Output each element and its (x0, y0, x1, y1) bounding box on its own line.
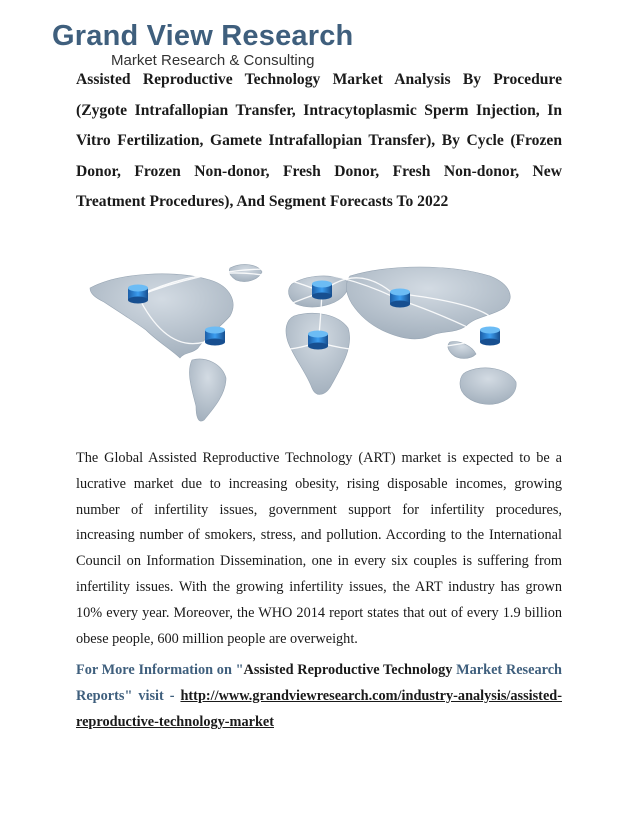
node-north-america-west (128, 285, 148, 304)
report-summary: The Global Assisted Reproductive Technology (ART) market is expected to be a lucrative market due to increasing obesity, rising disposable incomes, growing number of infertility issues, government support for infertility procedures, increasing number of smokers, stress, and pollution. According to the International Council on Information Dissemination, one in every six couples is suffering from infertility issues. With the growing infertility issues, the ART industry has grown 10% every year. Moreover, the WHO 2014 report states that out of every 1.9 billion obese people, 600 million people are overweight. (76, 450, 562, 647)
world-map-network-icon (80, 250, 570, 428)
brand-logo (52, 20, 353, 70)
more-info-middle: Market Research Reports" visit - (76, 662, 562, 704)
more-info-prefix: For More Information on " (76, 662, 244, 678)
node-asia (390, 289, 410, 308)
more-info (76, 658, 562, 735)
node-south-america (205, 327, 225, 346)
node-europe (312, 281, 332, 300)
more-info-topic: Assisted Reproductive Technology (243, 662, 453, 678)
node-africa (308, 331, 328, 350)
brand-tagline: Market Research & Consulting (111, 52, 315, 69)
node-australia (480, 327, 500, 346)
report-link[interactable]: http://www.grandviewresearch.com/industry-analysis/assisted-reproductive-technology-market (76, 687, 562, 730)
continents (90, 265, 516, 422)
south-america (189, 359, 226, 421)
report-title: Assisted Reproductive Technology Market Analysis By Procedure (Zygote Intrafallopian Transfer, Intracytoplasmic Sperm Injection, In Vitro Fertilization, Gamete Intrafallopian Transfer), By Cycle (Frozen Donor, Frozen Non-donor, Fresh Donor, Fresh Non-donor, New Treatment Procedures), And Segment Forecasts To 2022 (76, 71, 562, 211)
africa (286, 313, 350, 394)
brand-name: Grand View Research (52, 20, 354, 52)
australia (460, 368, 516, 404)
